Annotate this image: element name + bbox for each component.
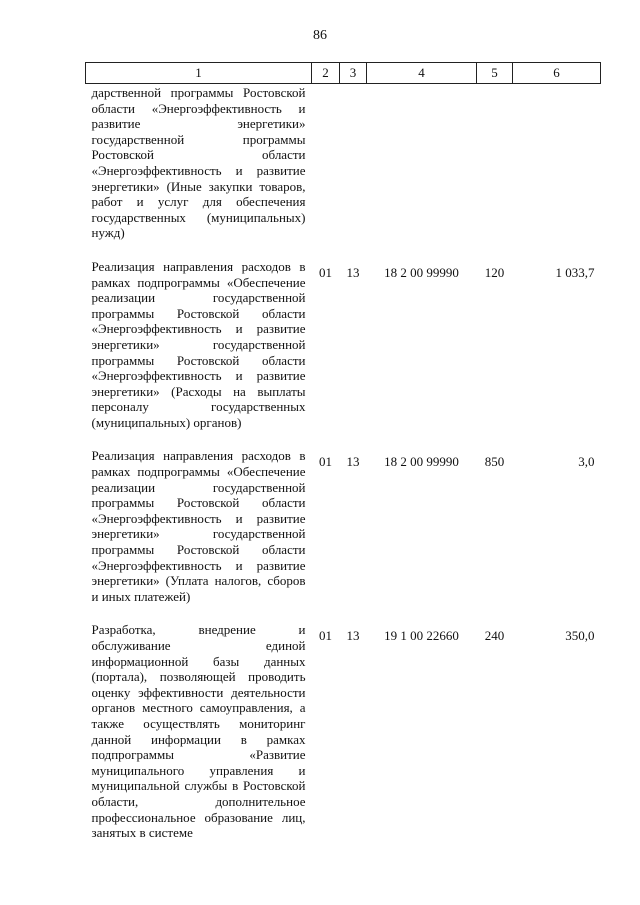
row-amount: 1 033,7 <box>555 264 595 280</box>
row-subsection: 13 <box>346 454 360 470</box>
row-target-article: 19 1 00 22660 <box>384 628 459 644</box>
column-header-1: 1 <box>86 63 312 84</box>
table-row <box>86 622 601 858</box>
row-expense-type: 850 <box>484 454 505 470</box>
row-expense-type: 240 <box>484 628 505 644</box>
column-header-5: 5 <box>477 63 513 84</box>
row-subsection: 13 <box>346 628 360 644</box>
table-row <box>86 448 601 622</box>
row-subsection: 13 <box>346 264 360 280</box>
table-row <box>86 84 601 259</box>
row-description: Реализация направления расходов в рамках подпрограммы «Обеспечение реализации государственной программы Ростовской области «Энергоэффективность и развитие энергетики» государственной программы Ростовской области «Энергоэффективность и развитие энергетики» (Расходы на выплаты персоналу государственных (муниципальных) органов) <box>91 258 306 430</box>
column-header-6: 6 <box>513 63 601 84</box>
row-target-article <box>367 84 477 259</box>
row-subsection <box>340 84 367 259</box>
row-target-article: 18 2 00 99990 <box>384 264 459 280</box>
row-description: Разработка, внедрение и обслуживание единой информационной базы данных (портала), позволяющей проводить оценку эффективности деятельности органов местного самоуправления, а также осуществлять мониторинг данной информации в рамках подпрограммы «Развитие муниципального управления и муниципальной службы в Ростовской области, дополнительное профессиональное образование лиц, занятых в системе <box>91 622 306 841</box>
table-body <box>86 84 601 859</box>
table-row <box>86 259 601 449</box>
table-header <box>86 63 601 84</box>
row-amount <box>513 84 601 259</box>
page-number: 86 <box>313 28 327 43</box>
row-section <box>312 84 340 259</box>
budget-table <box>85 62 601 859</box>
row-target-article: 18 2 00 99990 <box>384 454 459 470</box>
row-expense-type <box>477 84 513 259</box>
row-expense-type: 120 <box>484 264 505 280</box>
column-header-3: 3 <box>340 63 367 84</box>
row-section: 01 <box>319 264 332 280</box>
row-section: 01 <box>319 454 332 470</box>
row-amount: 350,0 <box>565 628 595 644</box>
row-description: дарственной программы Ростовской области «Энергоэффективность и развитие энергетики» государственной программы Ростовской области «Энергоэффективность и развитие энергетики» (Иные закупки товаров, работ и услуг для обеспечения государственных (муниципальных) нужд) <box>91 85 306 241</box>
row-section: 01 <box>319 628 332 644</box>
row-amount: 3,0 <box>578 454 595 470</box>
column-header-2: 2 <box>312 63 340 84</box>
column-header-4: 4 <box>367 63 477 84</box>
header-row <box>86 63 601 84</box>
row-description: Реализация направления расходов в рамках подпрограммы «Обеспечение реализации государственной программы Ростовской области «Энергоэффективность и развитие энергетики» государственной программы Ростовской области «Энергоэффективность и развитие энергетики» (Уплата налогов, сборов и иных платежей) <box>91 448 306 604</box>
